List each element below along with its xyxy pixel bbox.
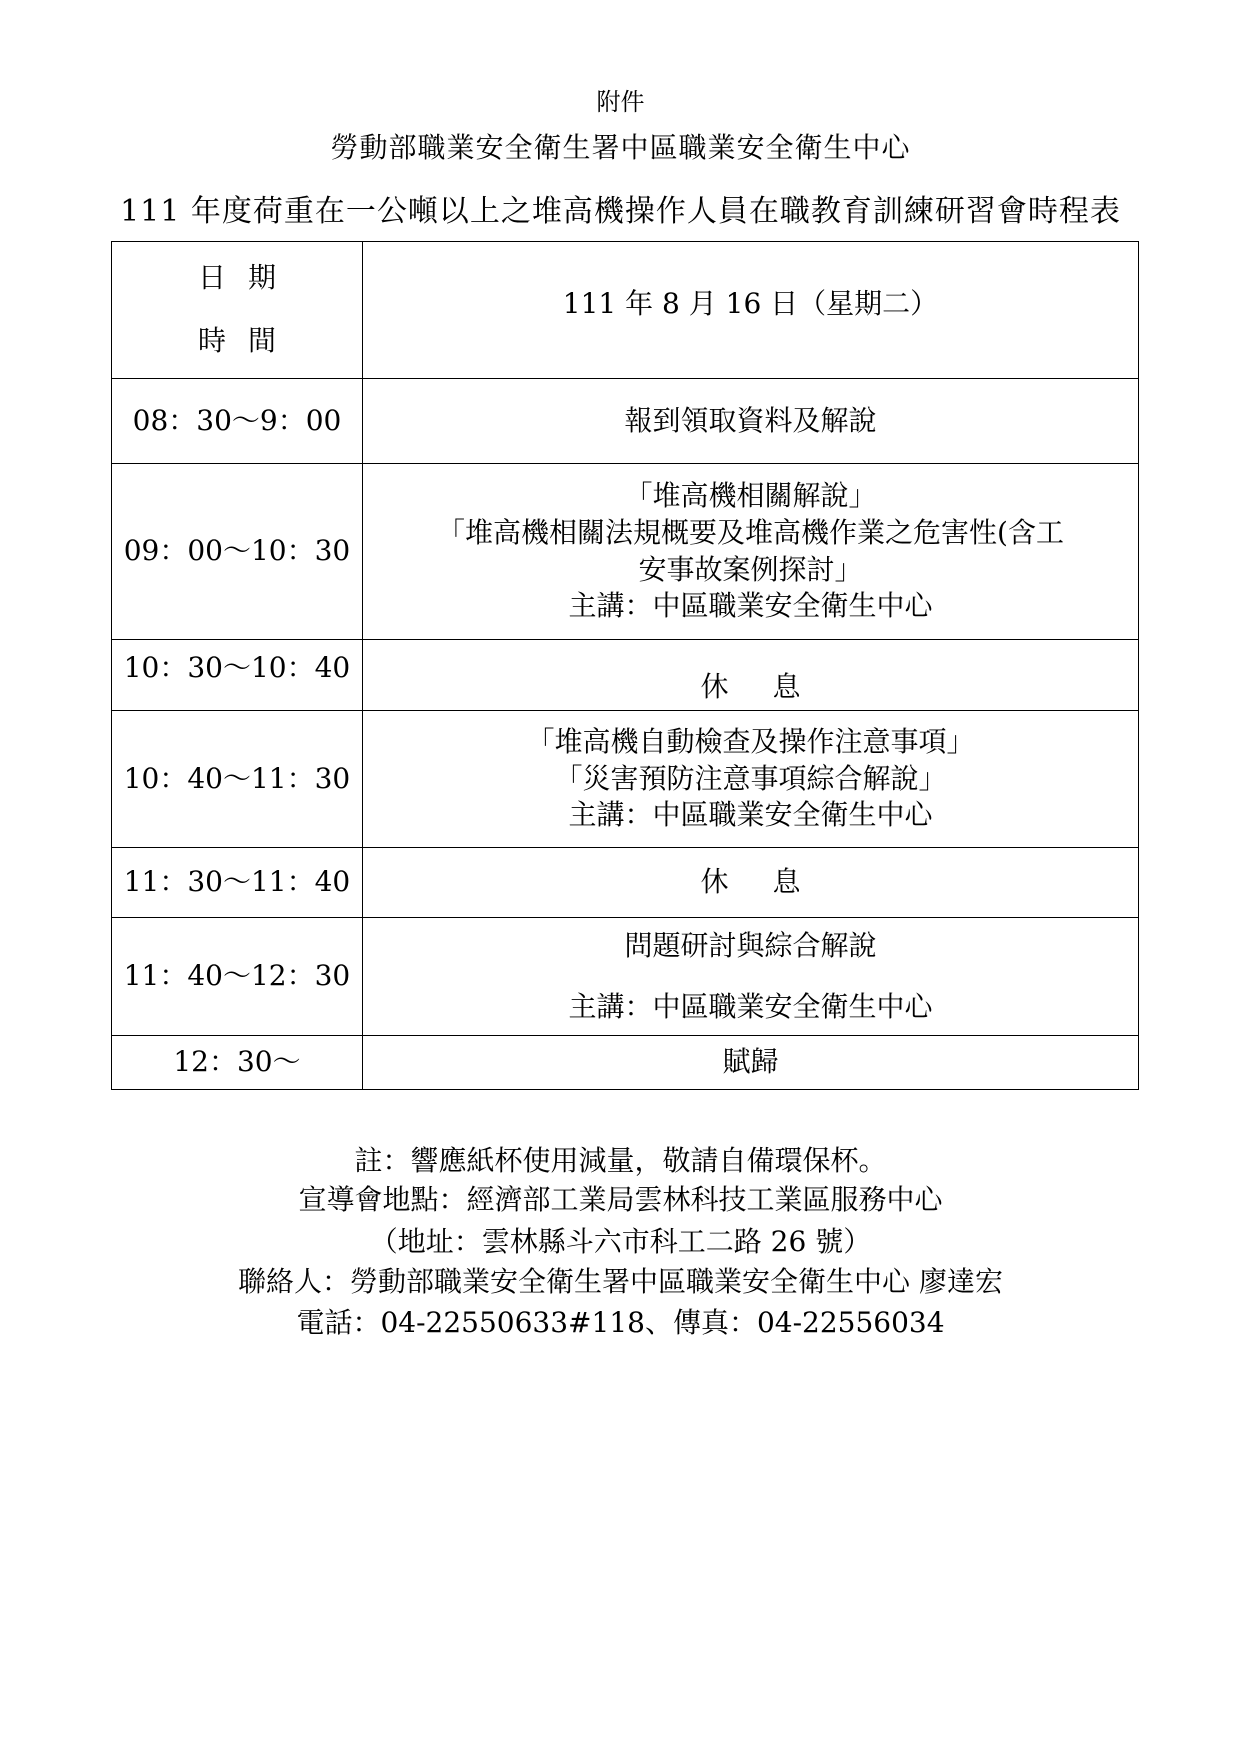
note-phone-fax: 電話：04-22550633#118、傳真：04-22556034 (296, 1306, 945, 1339)
agenda-cell (363, 918, 1139, 1036)
table-row (112, 464, 1139, 640)
agenda-cell (363, 640, 1139, 711)
header-cell-date-time (112, 242, 363, 379)
agenda-cell (363, 848, 1139, 918)
note-contact-person: 聯絡人：勞動部職業安全衛生署中區職業安全衛生中心 廖達宏 (238, 1265, 1003, 1298)
agenda-line: 問題研討與綜合解說 (624, 928, 877, 962)
schedule-table (111, 241, 1139, 1090)
rest-label: 休息 (700, 865, 845, 899)
time-cell: 12：30～ (112, 1036, 363, 1090)
agenda-line: 「災害預防注意事項綜合解說」 (554, 761, 947, 795)
note-address: （地址：雲林縣斗六市科工二路 26 號） (369, 1225, 872, 1258)
note-venue: 宣導會地點：經濟部工業局雲林科技工業區服務中心 (298, 1183, 943, 1216)
time-cell: 11：30～11：40 (112, 848, 363, 918)
agenda-cell (363, 379, 1139, 464)
rest-label: 休息 (700, 670, 845, 704)
table-header-row (112, 242, 1139, 379)
speaker-line: 主講：中區職業安全衛生中心 (568, 589, 933, 623)
table-row (112, 918, 1139, 1036)
agenda-line: 賦歸 (722, 1045, 779, 1079)
time-cell: 08：30～9：00 (112, 379, 363, 464)
agenda-cell (363, 1036, 1139, 1090)
table-row (112, 1036, 1139, 1090)
table-row (112, 640, 1139, 711)
note-cup-reminder: 註：響應紙杯使用減量，敬請自備環保杯。 (354, 1144, 887, 1177)
speaker-line: 主講：中區職業安全衛生中心 (568, 798, 933, 832)
table-row (112, 379, 1139, 464)
agenda-line: 「堆高機自動檢查及操作注意事項」 (526, 724, 975, 758)
speaker-line: 主講：中區職業安全衛生中心 (568, 989, 933, 1023)
date-text: 111 年 8 月 16 日（星期二） (562, 287, 939, 320)
header-date-label: 日期 (197, 261, 298, 295)
agenda-line: 安事故案例探討」 (638, 552, 863, 586)
time-cell: 09：00～10：30 (112, 464, 363, 640)
table-row (112, 711, 1139, 848)
agenda-line: 「堆高機相關法規概要及堆高機作業之危害性(含工 (437, 515, 1064, 549)
agenda-cell (363, 711, 1139, 848)
agenda-line: 「堆高機相關解說」 (624, 478, 877, 512)
time-cell: 10：40～11：30 (112, 711, 363, 848)
attachment-label: 附件 (596, 88, 645, 116)
table-row (112, 848, 1139, 918)
document-title: 111 年度荷重在一公噸以上之堆高機操作人員在職教育訓練研習會時程表 (120, 194, 1121, 229)
agenda-cell (363, 464, 1139, 640)
agenda-line: 報到領取資料及解說 (624, 403, 877, 437)
header-date-value (363, 242, 1139, 379)
time-cell: 10：30～10：40 (112, 640, 363, 711)
time-cell: 11：40～12：30 (112, 918, 363, 1036)
header-time-label: 時間 (197, 324, 298, 357)
organization-title: 勞動部職業安全衛生署中區職業安全衛生中心 (330, 131, 911, 164)
